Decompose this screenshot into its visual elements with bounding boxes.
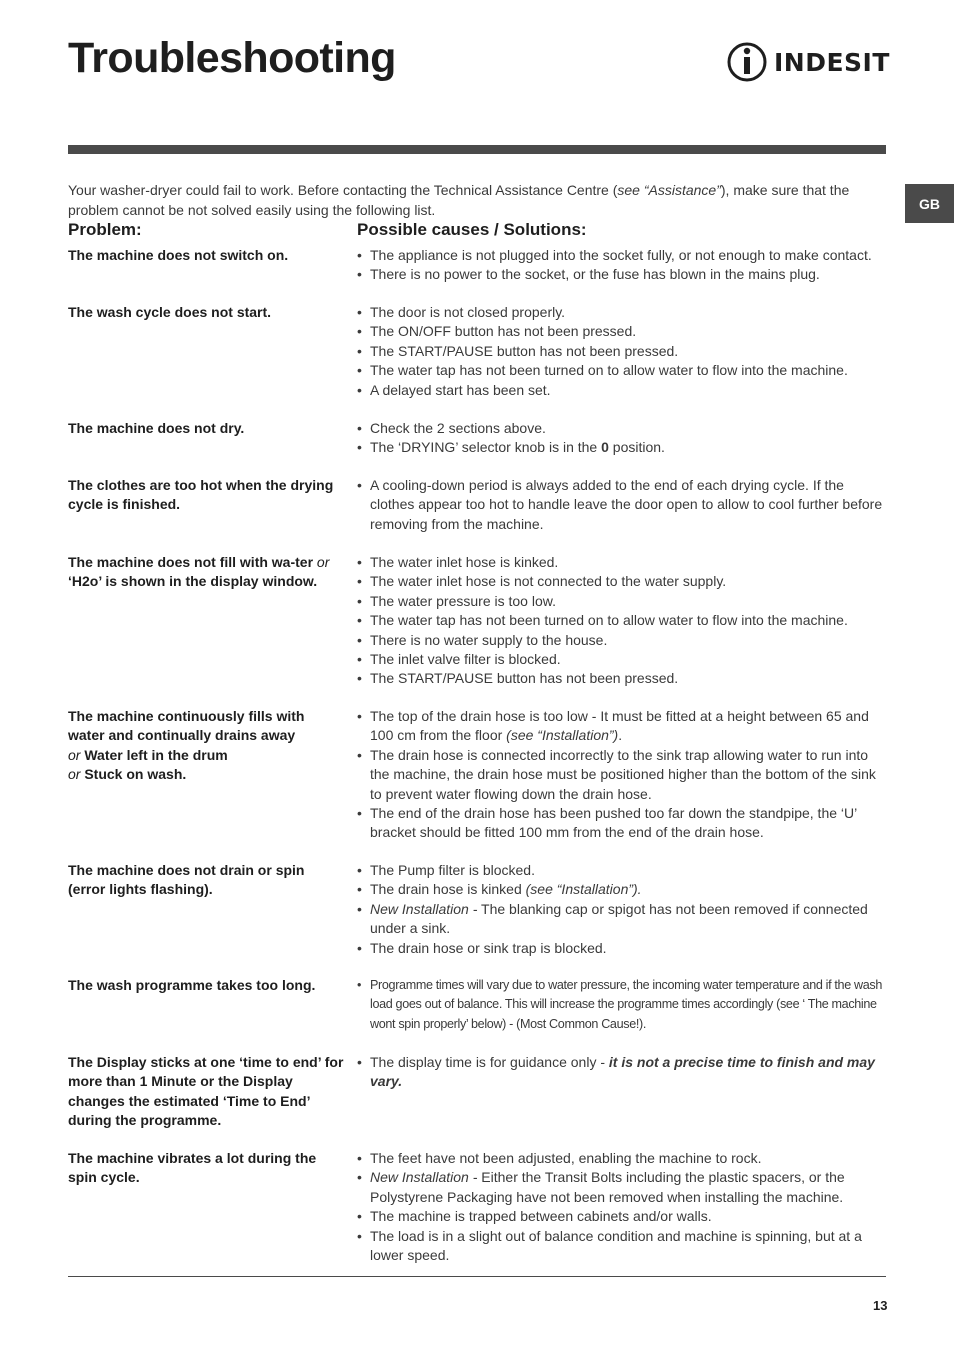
language-tab: GB — [905, 184, 954, 223]
cause-item: • The drain hose is kinked (see “Installation”). — [357, 880, 886, 899]
cause-item: • The water tap has not been turned on to allow water to flow into the machine. — [357, 361, 886, 380]
problem-column-heading: Problem: — [68, 220, 142, 239]
footer-divider — [68, 1276, 886, 1277]
cause-list — [357, 303, 886, 400]
cause-list — [357, 707, 886, 843]
problem-text: The machine does not dry. — [68, 420, 245, 436]
cause-item: • There is no power to the socket, or the fuse has blown in the mains plug. — [357, 265, 886, 284]
cause-item: • The feet have not been adjusted, enabling the machine to rock. — [357, 1149, 886, 1168]
brand-name: INDESIT — [774, 47, 890, 77]
selector-position-value: 0 — [601, 439, 609, 456]
cause-list — [357, 976, 886, 1034]
problem-text: The machine does not drain or spin (error lights flashing). — [68, 862, 305, 898]
cause-item: • The load is in a slight out of balance condition and machine is spinning, but at a lower speed. — [357, 1227, 886, 1266]
cause-item: • A delayed start has been set. — [357, 381, 886, 400]
cause-item: • New Installation - The blanking cap or spigot has not been removed if connected under a sink. — [357, 900, 886, 939]
intro-reference: see “Assistance” — [617, 182, 721, 198]
emphasis-text: it is not a precise time to finish and may vary. — [370, 1054, 875, 1090]
cause-list — [357, 553, 886, 689]
cause-item: • The water tap has not been turned on to allow water to flow into the machine. — [357, 611, 886, 630]
cause-list — [357, 861, 886, 958]
problem-text: The machine continuously fills with water and continually drains away or Water left in the drum or Stuck on wash. — [68, 708, 305, 783]
cause-item: • The drain hose is connected incorrectly to the sink trap allowing water to run into the machine, the drain hose must be positioned higher than the bottom of the sink to prevent water flowing down the drain hose. — [357, 746, 886, 804]
problem-text: The wash programme takes too long. — [68, 977, 316, 993]
problem-text: The wash cycle does not start. — [68, 304, 272, 320]
cause-item: • The Pump filter is blocked. — [357, 861, 886, 880]
cause-item: • The door is not closed properly. — [357, 303, 886, 322]
problem-text: The Display sticks at one ‘time to end’ for more than 1 Minute or the Display changes the estimated ‘Time to End’ during the programme. — [68, 1054, 344, 1129]
cause-item: • The water inlet hose is kinked. — [357, 553, 886, 572]
intro-text: Your washer-dryer could fail to work. Before contacting the Technical Assistance Centre (see “Assistance”), make sure that the problem cannot be not solved easily using the following list. — [68, 182, 850, 218]
cause-item: • There is no water supply to the house. — [357, 631, 886, 650]
header-divider — [68, 145, 886, 154]
problem-text: The machine does not fill with wa-ter or ‘H2o’ is shown in the display window. — [68, 554, 330, 590]
cause-item: • Programme times will vary due to water pressure, the incoming water temperature and if the wash load goes out of balance. This will increase the programme times accordingly (see ‘ The machine wont spin properly’ below) - (Most Common Cause!). — [357, 976, 886, 1034]
causes-column-heading: Possible causes / Solutions: — [357, 220, 587, 239]
cause-item: • A cooling-down period is always added to the end of each drying cycle. If the clothes appear too hot to handle leave the door open to allow to cool further before removing from the machine. — [357, 476, 886, 534]
cause-item: • The end of the drain hose has been pushed too far down the standpipe, the ‘U’ bracket should be fitted 100 mm from the end of the drain hose. — [357, 804, 886, 843]
problem-text: The machine vibrates a lot during the spin cycle. — [68, 1150, 317, 1186]
cause-list — [357, 419, 886, 458]
cause-item: • The top of the drain hose is too low - It must be fitted at a height between 65 and 100 cm from the floor (see “Installation”). — [357, 707, 886, 746]
cause-list — [357, 1053, 886, 1092]
page-title: Troubleshooting — [68, 34, 396, 82]
cause-item: • The display time is for guidance only - it is not a precise time to finish and may vary. — [357, 1053, 886, 1092]
page-number: 13 — [873, 1298, 888, 1313]
cause-item: • The ‘DRYING’ selector knob is in the 0 position. — [357, 438, 886, 457]
cause-item: • The START/PAUSE button has not been pressed. — [357, 342, 886, 361]
cause-list — [357, 476, 886, 534]
cause-item: • The drain hose or sink trap is blocked. — [357, 939, 886, 958]
cause-item: • Check the 2 sections above. — [357, 419, 886, 438]
cause-list — [357, 1149, 886, 1265]
problem-text: The clothes are too hot when the drying cycle is finished. — [68, 477, 334, 513]
cause-item: • The START/PAUSE button has not been pressed. — [357, 669, 886, 688]
indesit-logo-icon — [726, 40, 768, 84]
brand-logo — [726, 40, 890, 84]
cause-item: • The appliance is not plugged into the socket fully, or not enough to make contact. — [357, 246, 886, 265]
cause-item: • The inlet valve filter is blocked. — [357, 650, 886, 669]
cause-item: • The ON/OFF button has not been pressed. — [357, 322, 886, 341]
cause-item: • The machine is trapped between cabinets and/or walls. — [357, 1207, 886, 1226]
cause-item: • The water inlet hose is not connected to the water supply. — [357, 572, 886, 591]
cause-list — [357, 246, 886, 285]
cause-item: • The water pressure is too low. — [357, 592, 886, 611]
problem-text: The machine does not switch on. — [68, 247, 289, 263]
cause-item: • New Installation - Either the Transit Bolts including the plastic spacers, or the Polystyrene Packaging have not been removed when installing the machine. — [357, 1168, 886, 1207]
